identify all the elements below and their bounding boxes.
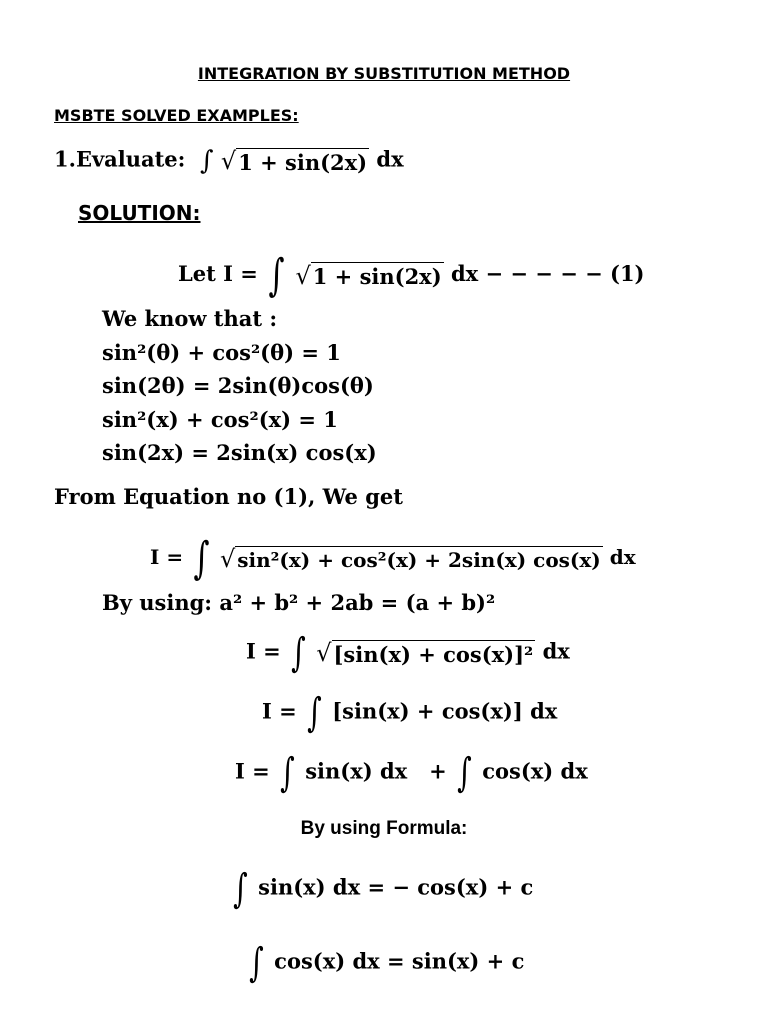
integral-icon: ∫ xyxy=(307,690,322,736)
square-root: √ sin²(x) + cos²(x) + 2sin(x) cos(x) xyxy=(219,544,601,573)
solution-label: SOLUTION: xyxy=(78,201,201,225)
from-equation-text: From Equation no (1), We get xyxy=(54,484,403,509)
step-1-dx: dx xyxy=(609,545,636,569)
integral-icon: ∫ xyxy=(291,630,306,676)
integral-icon: ∫ xyxy=(233,866,248,912)
section-heading: MSBTE SOLVED EXAMPLES: xyxy=(54,106,299,125)
identity-3: sin²(x) + cos²(x) = 1 xyxy=(102,407,338,432)
identity-2: sin(2θ) = 2sin(θ)cos(θ) xyxy=(102,373,374,398)
formula-1 xyxy=(230,866,533,912)
formula-label: By using Formula: xyxy=(300,818,468,839)
let-suffix: dx − − − − − (1) xyxy=(450,261,645,286)
step-4-term-1: sin(x) dx xyxy=(305,758,408,784)
step-2-lhs: I = xyxy=(246,638,281,664)
formula-1-text: sin(x) dx = − cos(x) + c xyxy=(258,874,534,900)
integral-icon: ∫ xyxy=(280,750,295,796)
identity-1: sin²(θ) + cos²(θ) = 1 xyxy=(102,340,341,365)
page-title: INTEGRATION BY SUBSTITUTION METHOD xyxy=(197,64,571,83)
square-root: √[sin(x) + cos(x)]² xyxy=(316,639,534,668)
formula-2 xyxy=(246,940,524,986)
problem-radicand: 1 + sin(2x) xyxy=(238,149,368,175)
step-2 xyxy=(246,630,570,676)
step-4-lhs: I = xyxy=(235,758,270,784)
step-2-radicand: [sin(x) + cos(x)]² xyxy=(333,641,534,667)
let-equation xyxy=(178,250,645,301)
let-radicand: 1 + sin(2x) xyxy=(312,264,442,290)
square-root: √1 + sin(2x) xyxy=(220,147,368,176)
square-root: √1 + sin(2x) xyxy=(295,261,442,290)
problem-label: Evaluate: xyxy=(75,146,186,172)
identity-4: sin(2x) = 2sin(x) cos(x) xyxy=(102,440,377,465)
step-4 xyxy=(235,750,588,796)
integral-icon: ∫ xyxy=(200,146,214,176)
problem-dx: dx xyxy=(376,146,404,172)
integral-icon: ∫ xyxy=(457,750,472,796)
we-know-text: We know that : xyxy=(102,306,278,331)
step-1-lhs: I = xyxy=(150,545,184,569)
by-using-identity: By using: a² + b² + 2ab = (a + b)² xyxy=(102,590,496,615)
step-1 xyxy=(150,533,636,584)
integral-icon: ∫ xyxy=(193,533,210,584)
step-2-dx: dx xyxy=(542,638,570,664)
formula-2-text: cos(x) dx = sin(x) + c xyxy=(274,948,525,974)
problem-line xyxy=(54,146,404,176)
let-prefix: Let I = xyxy=(178,261,258,286)
step-3-body: [sin(x) + cos(x)] dx xyxy=(332,698,558,724)
step-3-lhs: I = xyxy=(262,698,297,724)
integral-icon: ∫ xyxy=(249,940,264,986)
step-4-term-2: cos(x) dx xyxy=(482,758,588,784)
integral-icon: ∫ xyxy=(268,250,285,301)
problem-number: 1. xyxy=(54,146,76,172)
step-1-radicand: sin²(x) + cos²(x) + 2sin(x) cos(x) xyxy=(237,547,601,572)
step-4-plus: + xyxy=(429,758,447,784)
step-3 xyxy=(262,690,557,736)
